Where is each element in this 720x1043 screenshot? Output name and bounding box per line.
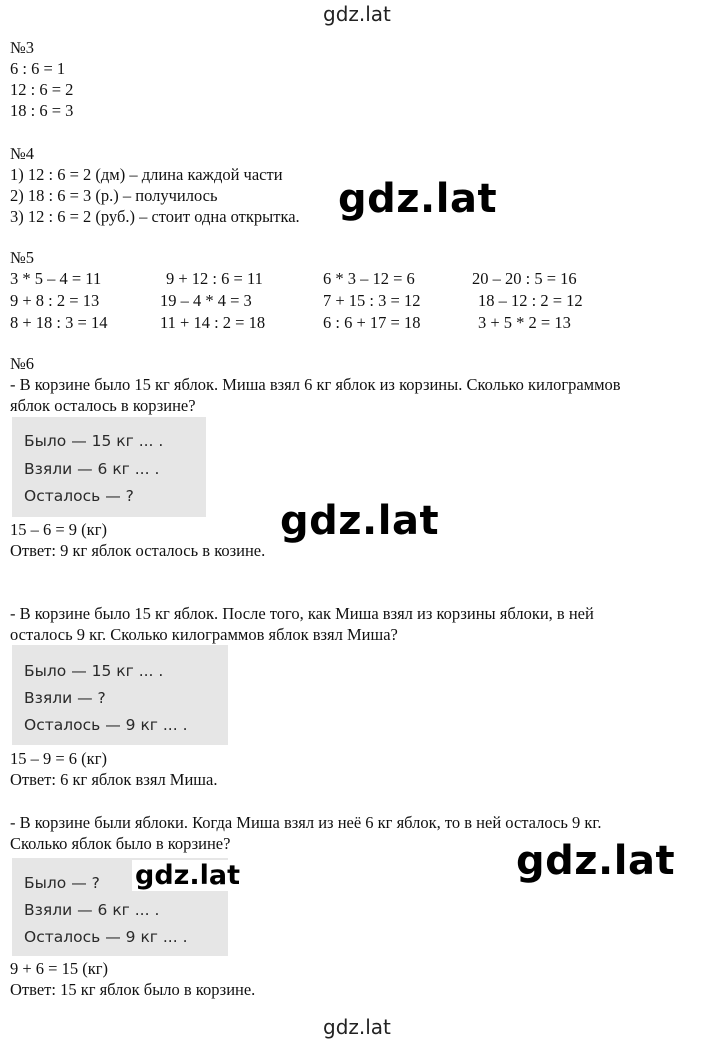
condition-line: Осталось — 9 кг ... . bbox=[24, 928, 188, 946]
problem1-text: - В корзине было 15 кг яблок. Миша взял 6 кг яблок из корзины. Сколько килограммов bbox=[10, 375, 621, 394]
condition-line: Было — ? bbox=[24, 874, 100, 892]
problem1-text: яблок осталось в корзине? bbox=[10, 396, 196, 415]
problem2-answer: Ответ: 6 кг яблок взял Миша. bbox=[10, 770, 218, 789]
problem2-solution: 15 – 9 = 6 (кг) bbox=[10, 749, 107, 768]
condition-line: Было — 15 кг ... . bbox=[24, 662, 164, 680]
condition-line: Было — 15 кг ... . bbox=[24, 432, 164, 450]
problem3-answer: Ответ: 15 кг яблок было в корзине. bbox=[10, 980, 256, 999]
task4-line: 3) 12 : 6 = 2 (руб.) – стоит одна открытка. bbox=[10, 207, 300, 226]
task4-line: 1) 12 : 6 = 2 (дм) – длина каждой части bbox=[10, 165, 283, 184]
task5-equation: 18 – 12 : 2 = 12 bbox=[478, 291, 583, 310]
watermark-bottom: gdz.lat bbox=[323, 1015, 391, 1039]
task5-equation: 11 + 14 : 2 = 18 bbox=[160, 313, 266, 332]
problem2-text: - В корзине было 15 кг яблок. После того, как Миша взял из корзины яблоки, в ней bbox=[10, 604, 594, 623]
condition-line: Взяли — ? bbox=[24, 689, 106, 707]
condition-line: Взяли — 6 кг ... . bbox=[24, 460, 160, 478]
task5-equation: 19 – 4 * 4 = 3 bbox=[160, 291, 252, 310]
problem3-text: - В корзине были яблоки. Когда Миша взял из неё 6 кг яблок, то в ней осталось 9 кг. bbox=[10, 813, 602, 832]
problem1-condition-box bbox=[12, 417, 206, 517]
task5-equation: 20 – 20 : 5 = 16 bbox=[472, 269, 577, 288]
watermark-small: gdz.lat bbox=[132, 860, 243, 891]
watermark-big: gdz.lat bbox=[280, 498, 440, 544]
problem2-text: осталось 9 кг. Сколько килограммов яблок взял Миша? bbox=[10, 625, 398, 644]
task4-line: 2) 18 : 6 = 3 (р.) – получилось bbox=[10, 186, 218, 205]
problem3-text: Сколько яблок было в корзине? bbox=[10, 834, 231, 853]
problem2-condition-box bbox=[12, 645, 228, 745]
condition-line: Осталось — 9 кг ... . bbox=[24, 716, 188, 734]
task5-heading: №5 bbox=[10, 248, 34, 267]
watermark-top: gdz.lat bbox=[323, 2, 391, 26]
task6-heading: №6 bbox=[10, 354, 34, 373]
task5-equation: 6 : 6 + 17 = 18 bbox=[323, 313, 421, 332]
task5-equation: 7 + 15 : 3 = 12 bbox=[323, 291, 421, 310]
problem3-solution: 9 + 6 = 15 (кг) bbox=[10, 959, 109, 978]
task5-equation: 9 + 12 : 6 = 11 bbox=[166, 269, 263, 288]
task4-heading: №4 bbox=[10, 144, 34, 163]
condition-line: Взяли — 6 кг ... . bbox=[24, 901, 160, 919]
watermark-big: gdz.lat bbox=[516, 838, 676, 884]
watermark-big: gdz.lat bbox=[338, 176, 498, 222]
task3-line: 18 : 6 = 3 bbox=[10, 101, 74, 120]
task3-line: 12 : 6 = 2 bbox=[10, 80, 74, 99]
task5-equation: 3 * 5 – 4 = 11 bbox=[10, 269, 102, 288]
task5-equation: 3 + 5 * 2 = 13 bbox=[478, 313, 571, 332]
condition-line: Осталось — ? bbox=[24, 487, 134, 505]
task5-equation: 6 * 3 – 12 = 6 bbox=[323, 269, 415, 288]
task5-equation: 8 + 18 : 3 = 14 bbox=[10, 313, 108, 332]
task3-line: 6 : 6 = 1 bbox=[10, 59, 66, 78]
problem1-solution: 15 – 6 = 9 (кг) bbox=[10, 520, 107, 539]
problem1-answer: Ответ: 9 кг яблок осталось в козине. bbox=[10, 541, 266, 560]
task5-equation: 9 + 8 : 2 = 13 bbox=[10, 291, 100, 310]
task3-heading: №3 bbox=[10, 38, 34, 57]
